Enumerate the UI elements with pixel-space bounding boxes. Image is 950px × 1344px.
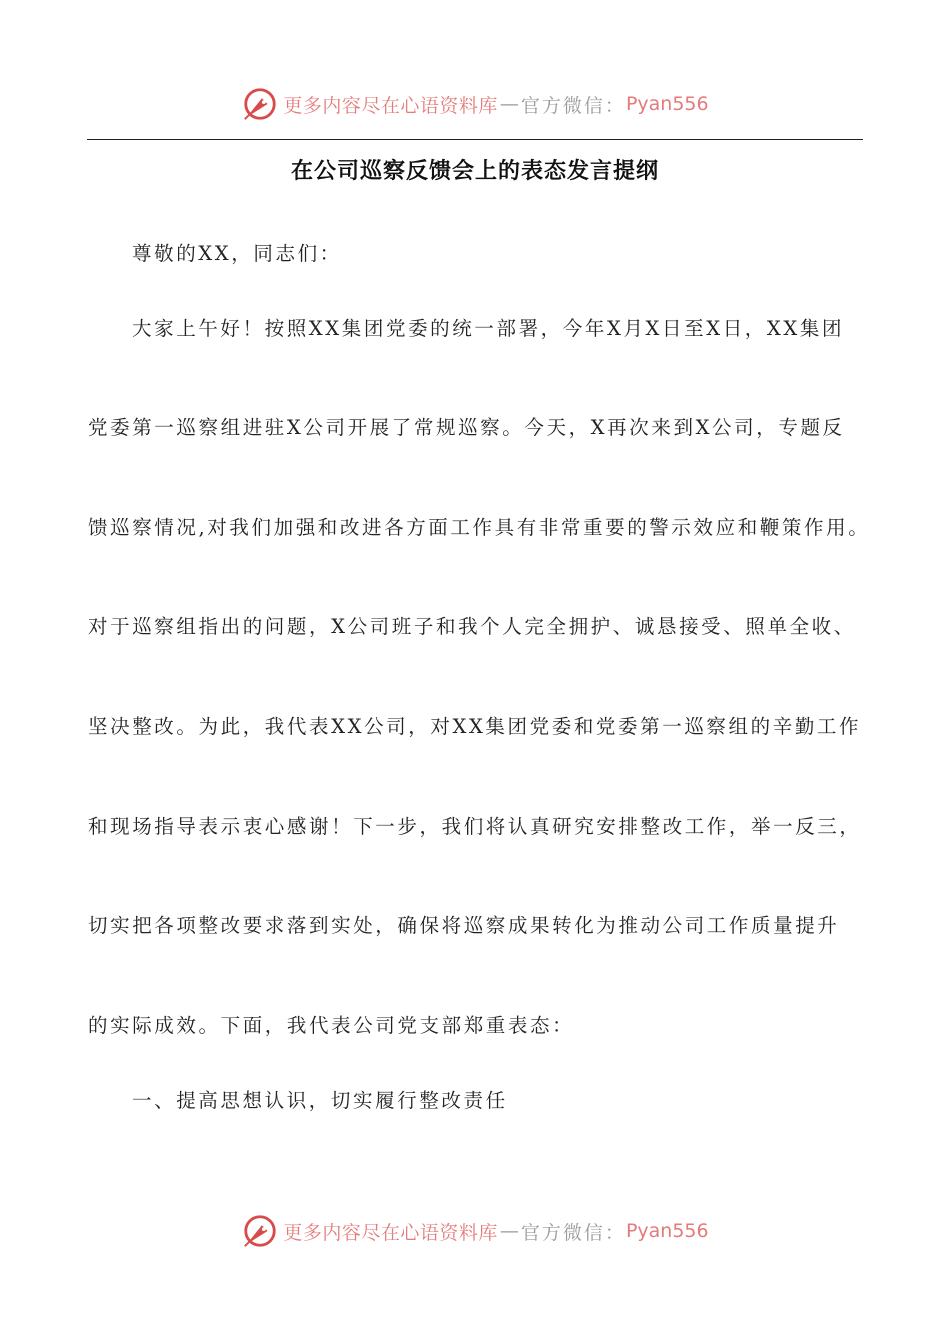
banner-wechat-id: Pyan556	[625, 1220, 709, 1242]
banner-separator: —	[499, 93, 519, 115]
header-banner	[0, 84, 950, 124]
body-line: 对于巡察组指出的问题，X公司班子和我个人完全拥护、诚恳接受、照单全收、	[88, 615, 856, 638]
banner-slogan: 更多内容尽在心语资料库	[283, 94, 498, 117]
banner-slogan: 更多内容尽在心语资料库	[283, 1221, 498, 1244]
body-line: 党委第一巡察组进驻X公司开展了常规巡察。今天，X再次来到X公司，专题反	[88, 416, 845, 439]
pen-nib-logo-icon	[241, 1212, 279, 1250]
document-title: 在公司巡察反馈会上的表态发言提纲	[290, 158, 659, 184]
body-line: 馈巡察情况,对我们加强和改进各方面工作具有非常重要的警示效应和鞭策作用。	[88, 516, 871, 539]
body-line: 大家上午好！按照XX集团党委的统一部署，今年X月X日至X日，XX集团	[132, 317, 845, 340]
banner-wechat-label: 官方微信：	[520, 94, 626, 117]
salutation-line: 尊敬的XX，同志们：	[132, 242, 342, 265]
banner-wechat-label: 官方微信：	[520, 1221, 626, 1244]
body-line: 切实把各项整改要求落到实处，确保将巡察成果转化为推动公司工作质量提升	[88, 914, 840, 937]
body-line: 和现场指导表示衷心感谢！下一步，我们将认真研究安排整改工作，举一反三，	[88, 815, 862, 838]
banner-separator: —	[499, 1220, 519, 1242]
body-line: 坚决整改。为此，我代表XX公司，对XX集团党委和党委第一巡察组的辛勤工作	[88, 715, 862, 738]
header-divider	[87, 139, 863, 140]
footer-banner	[0, 1211, 950, 1251]
section-heading: 一、提高思想认识，切实履行整改责任	[132, 1089, 508, 1112]
banner-wechat-id: Pyan556	[625, 93, 709, 115]
body-line: 的实际成效。下面，我代表公司党支部郑重表态：	[88, 1014, 575, 1037]
pen-nib-logo-icon	[241, 85, 279, 123]
